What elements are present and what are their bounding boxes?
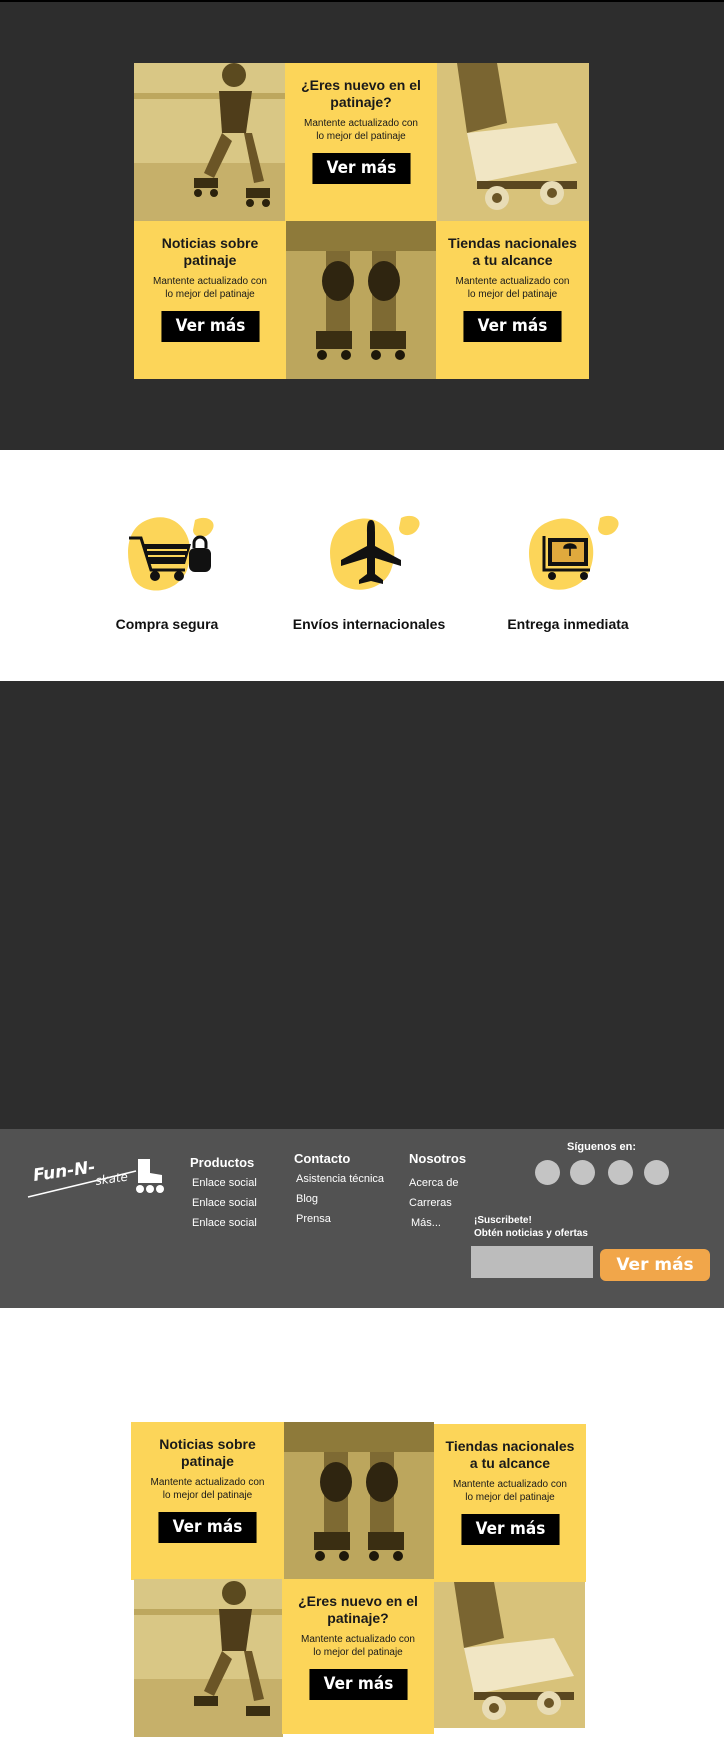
roller-skate-photo [437, 63, 589, 221]
svg-text:skate: skate [94, 1169, 129, 1188]
airplane-icon [309, 508, 429, 598]
promo-title: Tiendas nacionales a tu alcance [448, 235, 577, 268]
promo-title: Noticias sobre patinaje [159, 1436, 256, 1469]
feature-immediate-delivery [473, 508, 663, 632]
subscribe-heading: ¡Suscribete! [474, 1215, 532, 1226]
feature-international-shipping [274, 508, 464, 632]
footer-link[interactable]: Enlace social [192, 1177, 257, 1189]
brand-logo[interactable] [26, 1151, 168, 1199]
promo-new-to-skating [282, 1579, 434, 1734]
legs-photo [286, 221, 436, 379]
social-icon-4[interactable] [644, 1160, 669, 1185]
promo-text: Mantente actualizado con lo mejor del patinaje [453, 1479, 567, 1503]
skater-illustration [134, 63, 285, 221]
svg-text:Fun-N-: Fun-N- [31, 1157, 97, 1186]
ver-mas-button[interactable]: Ver más [461, 1514, 559, 1545]
social-icon-1[interactable] [535, 1160, 560, 1185]
footer-link[interactable]: Enlace social [192, 1197, 257, 1209]
roller-skate-photo [434, 1582, 585, 1728]
subscribe-text [474, 1214, 588, 1240]
feature-label: Compra segura [115, 616, 219, 632]
subscribe-subheading: Obtén noticias y ofertas [474, 1228, 588, 1239]
skater-photo [134, 1579, 283, 1737]
subscribe-email-input[interactable] [471, 1246, 593, 1278]
promo-skating-news [134, 221, 286, 379]
promo-text: Mantente actualizado con lo mejor del patinaje [304, 118, 418, 142]
promo-title: ¿Eres nuevo en el patinaje? [298, 1593, 418, 1626]
legs-illustration [286, 221, 436, 379]
footer-link[interactable]: Prensa [296, 1213, 331, 1225]
footer-link[interactable]: Enlace social [192, 1217, 257, 1229]
footer-link[interactable]: Carreras [409, 1197, 452, 1209]
promo-text: Mantente actualizado con lo mejor del patinaje [455, 276, 570, 300]
footer-link[interactable]: Más... [411, 1217, 441, 1229]
secondary-grid [131, 1422, 586, 1738]
delivery-cart-icon [508, 508, 628, 598]
site-footer [0, 1129, 724, 1308]
ver-mas-button[interactable]: Ver más [158, 1512, 256, 1543]
promo-title: Noticias sobre patinaje [161, 235, 259, 268]
footer-link[interactable]: Asistencia técnica [296, 1173, 385, 1185]
skater-illustration [134, 1579, 283, 1737]
promo-title: Tiendas nacionales a tu alcance [445, 1438, 575, 1471]
column-title: Nosotros [409, 1151, 467, 1166]
footer-column-products [190, 1151, 257, 1237]
promo-text: Mantente actualizado con lo mejor del patinaje [301, 1634, 415, 1658]
roller-skate-illustration [437, 63, 589, 221]
promo-text: Mantente actualizado con lo mejor del patinaje [150, 1477, 265, 1501]
promo-new-to-skating [285, 63, 437, 221]
hero-grid [134, 63, 589, 379]
skater-photo [134, 63, 285, 221]
social-icon-2[interactable] [570, 1160, 595, 1185]
ver-mas-button[interactable]: Ver más [312, 153, 410, 184]
promo-skating-news [131, 1422, 284, 1580]
subscribe-button[interactable]: Ver más [600, 1249, 710, 1281]
ver-mas-button[interactable]: Ver más [463, 311, 561, 342]
footer-link[interactable]: Acerca de [409, 1177, 459, 1189]
footer-column-about [409, 1151, 466, 1237]
features-section [0, 450, 724, 681]
shopping-cart-icon [107, 508, 227, 598]
feature-label: Envíos internacionales [292, 616, 446, 632]
ver-mas-button[interactable]: Ver más [161, 311, 259, 342]
social-icon-3[interactable] [608, 1160, 633, 1185]
promo-national-stores [436, 221, 589, 379]
legs-illustration [284, 1422, 434, 1580]
social-title: Síguenos en: [567, 1141, 637, 1153]
roller-skate-illustration [434, 1582, 585, 1728]
legs-photo [284, 1422, 434, 1580]
feature-secure-purchase [72, 508, 262, 632]
column-title: Productos [190, 1155, 255, 1170]
feature-label: Entrega inmediata [507, 616, 629, 632]
promo-text: Mantente actualizado con lo mejor del patinaje [153, 276, 267, 300]
ver-mas-button[interactable]: Ver más [309, 1669, 407, 1700]
promo-national-stores [434, 1424, 586, 1582]
footer-link[interactable]: Blog [296, 1193, 319, 1205]
hero-section [0, 0, 724, 450]
promo-title: ¿Eres nuevo en el patinaje? [301, 77, 421, 110]
column-title: Contacto [294, 1151, 351, 1166]
footer-column-contact [294, 1151, 384, 1233]
